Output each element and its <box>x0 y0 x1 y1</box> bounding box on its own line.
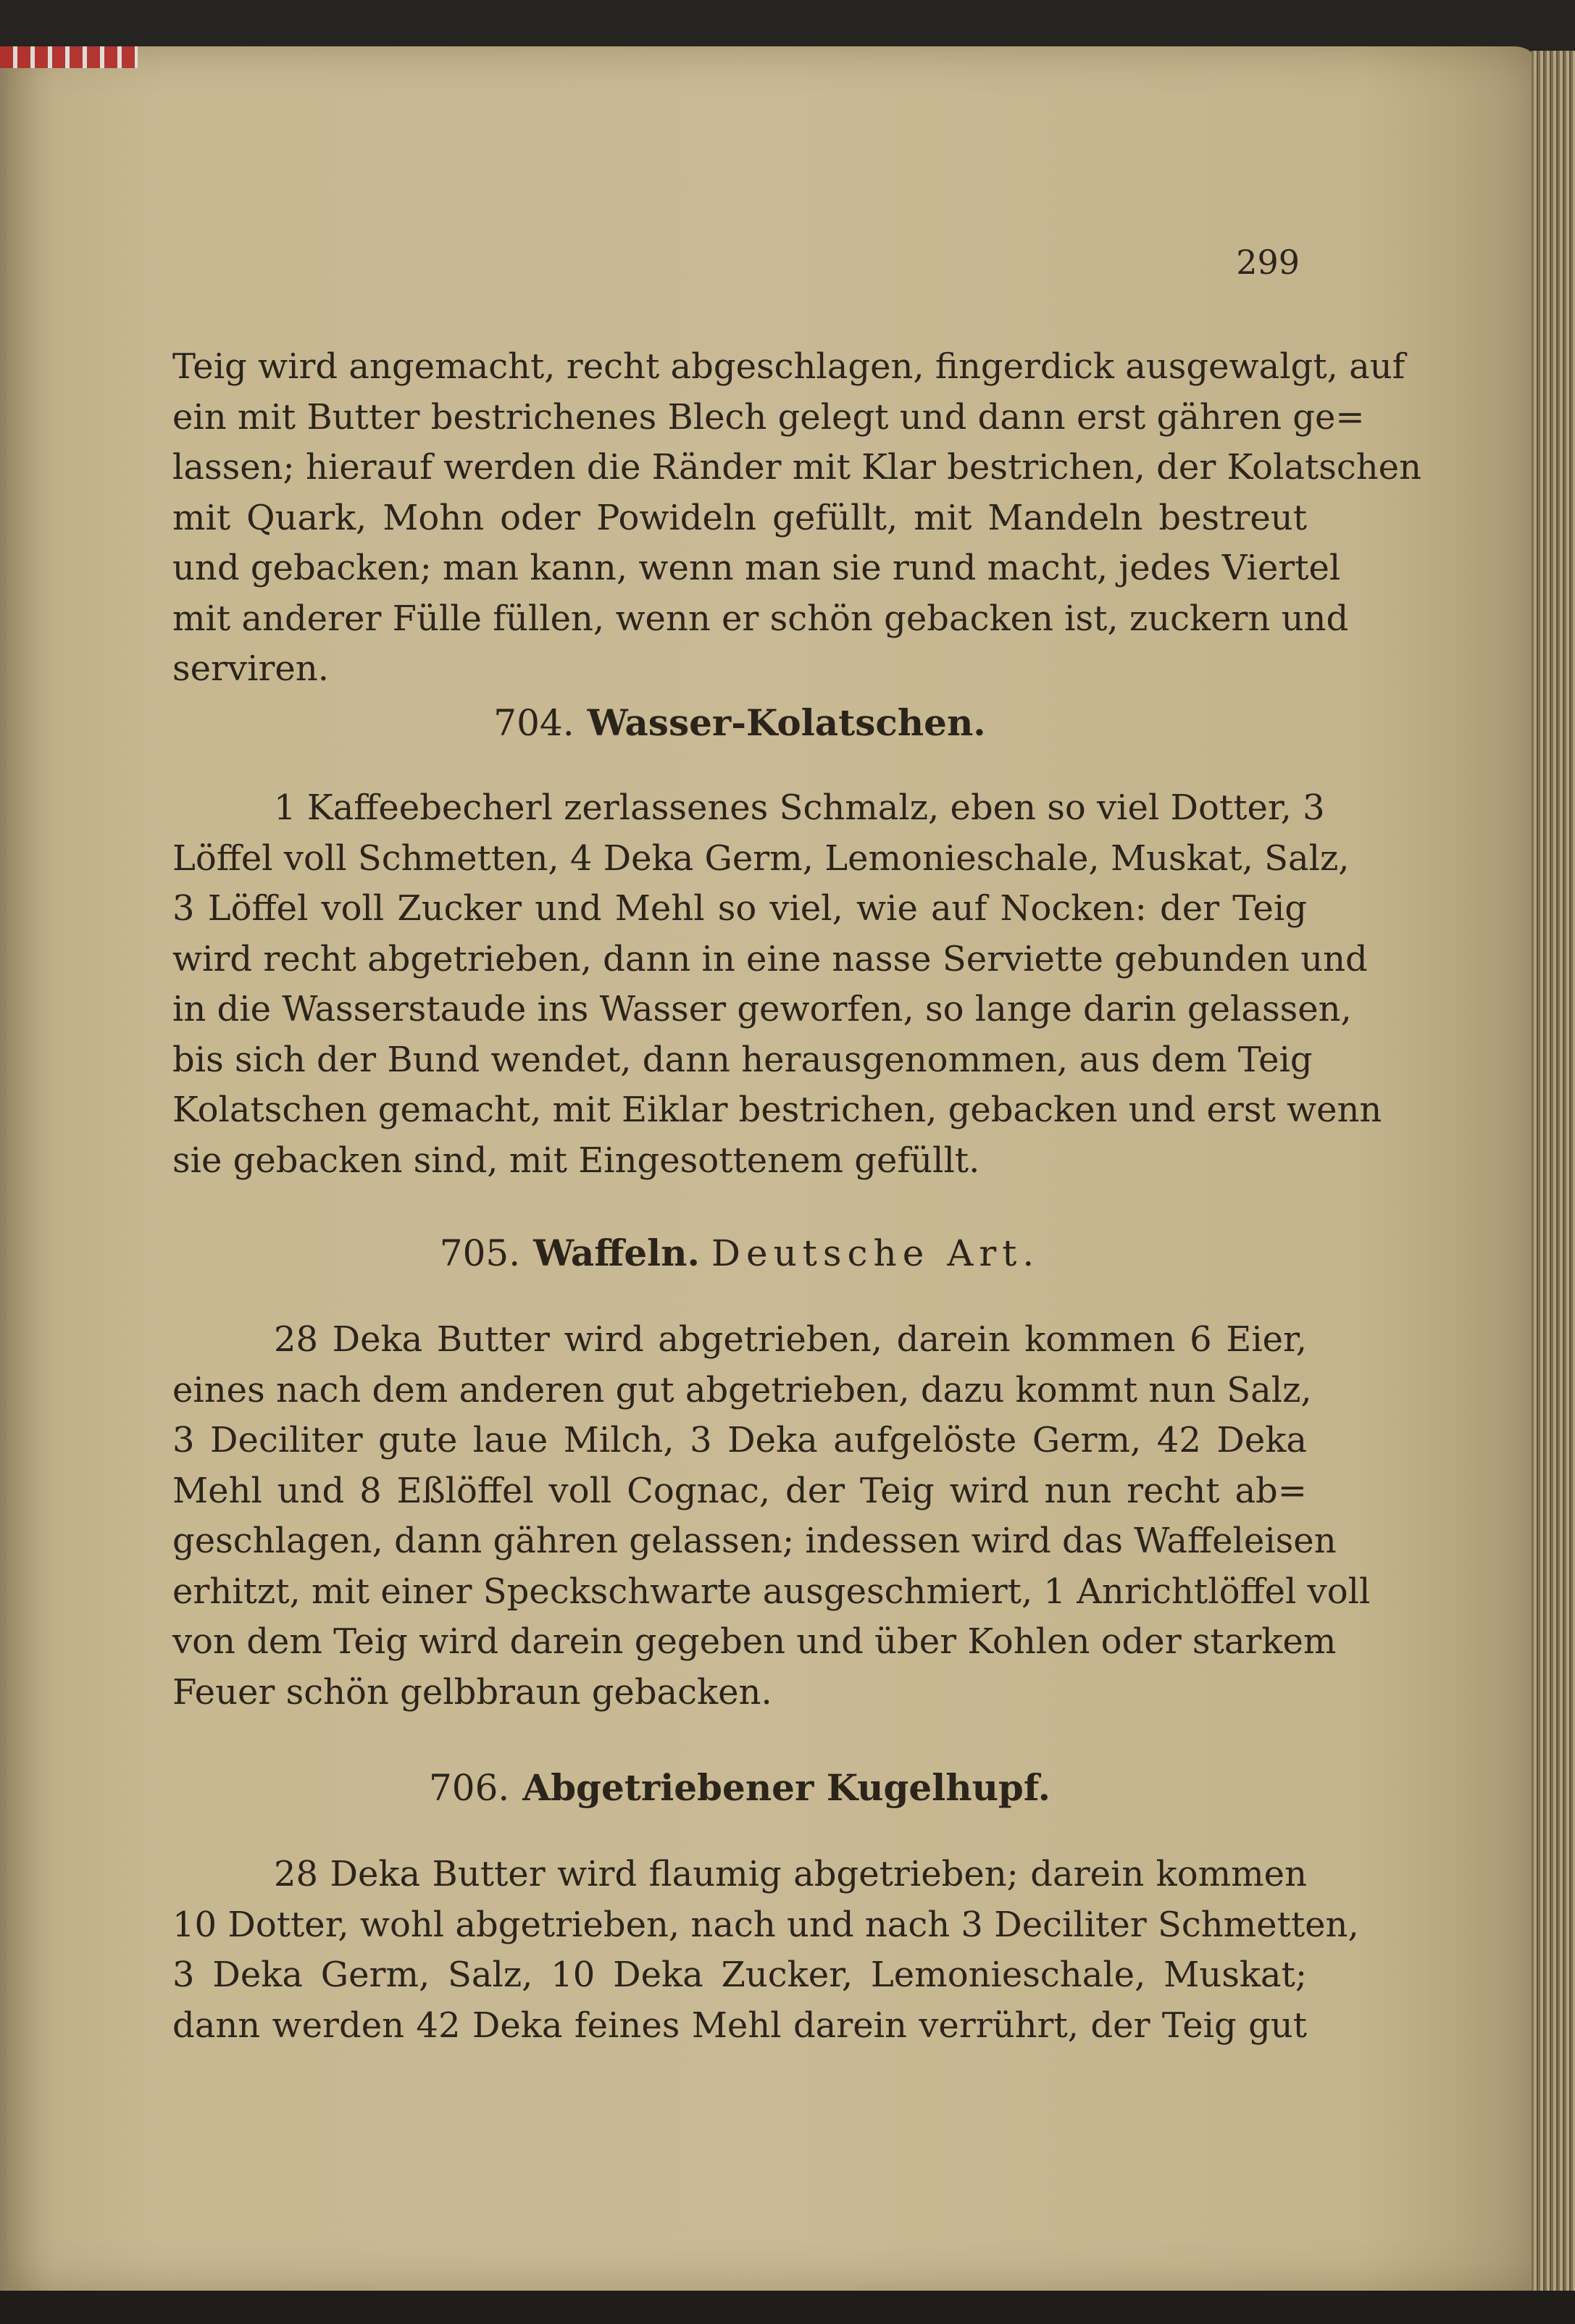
page-number: 299 <box>1236 243 1300 282</box>
text-line: eines nach dem anderen gut abgetrieben, dazu kommt nun Salz, <box>172 1369 1312 1410</box>
paragraph-continuation <box>172 342 1421 695</box>
recipe-number: 705. <box>439 1232 521 1274</box>
recipe-body-705 <box>172 1315 1371 1718</box>
text-line: in die Wasserstaude ins Wasser geworfen, so lange darin gelassen, <box>172 989 1352 1029</box>
recipe-title: Abgetriebener Kugelhupf. <box>522 1766 1051 1809</box>
recipe-title: Wasser-Kolatschen. <box>587 701 986 744</box>
text-line: Feuer schön gelbbraun gebacken. <box>172 1671 772 1713</box>
text-line: Teig wird angemacht, recht abgeschlagen, fingerdick ausgewalgt, auf <box>172 346 1405 387</box>
text-line: mit anderer Fülle füllen, wenn er schön gebacken ist, zuckern und <box>172 598 1349 639</box>
text-line: 3 Deciliter gute laue Milch, 3 Deka aufgelöste Germ, 42 Deka <box>172 1420 1307 1460</box>
text-line: 28 Deka Butter wird abgetrieben, darein kommen 6 Eier, <box>274 1319 1307 1360</box>
text-line: sie gebacken sind, mit Eingesottenem gefüllt. <box>172 1140 980 1181</box>
text-line: 3 Löffel voll Zucker und Mehl so viel, wie auf Nocken: der Teig <box>172 888 1307 929</box>
text-line: bis sich der Bund wendet, dann herausgenommen, aus dem Teig <box>172 1039 1313 1080</box>
text-line: Löffel voll Schmetten, 4 Deka Germ, Lemonieschale, Muskat, Salz, <box>172 837 1350 879</box>
text-line: dann werden 42 Deka feines Mehl darein verrührt, der Teig gut <box>172 2005 1307 2046</box>
text-line: Mehl und 8 Eßlöffel voll Cognac, der Teig wird nun recht ab= <box>172 1470 1307 1511</box>
recipe-heading-704 <box>172 698 1307 749</box>
text-line: erhitzt, mit einer Speckschwarte ausgeschmiert, 1 Anrichtlöffel voll <box>172 1571 1371 1612</box>
text-line: von dem Teig wird darein gegeben und über Kohlen oder starkem <box>172 1621 1337 1662</box>
recipe-title: Waffeln. <box>533 1232 700 1274</box>
bookmark-ribbon <box>0 46 138 68</box>
recipe-body-706 <box>172 1849 1359 2051</box>
recipe-number: 704. <box>493 702 575 744</box>
text-line: lassen; hierauf werden die Ränder mit Klar bestrichen, der Kolatschen <box>172 447 1421 488</box>
scan-bottom-border <box>0 2291 1575 2324</box>
text-line: geschlagen, dann gähren gelassen; indessen wird das Waffeleisen <box>172 1521 1337 1561</box>
page-stack-edges <box>1532 51 1575 2311</box>
text-line: und gebacken; man kann, wenn man sie rund macht, jedes Viertel <box>172 548 1341 588</box>
text-line: ein mit Butter bestrichenes Blech gelegt und dann erst gähren ge= <box>172 396 1365 438</box>
text-line: mit Quark, Mohn oder Powideln gefüllt, mit Mandeln bestreut <box>172 497 1307 538</box>
recipe-heading-706 <box>172 1763 1307 1814</box>
text-line: serviren. <box>172 648 329 689</box>
text-line: wird recht abgetrieben, dann in eine nasse Serviette gebunden und <box>172 938 1368 979</box>
text-line: 10 Dotter, wohl abgetrieben, nach und nach 3 Deciliter Schmetten, <box>172 1904 1359 1945</box>
text-line: Kolatschen gemacht, mit Eiklar bestrichen, gebacken und erst wenn <box>172 1090 1382 1130</box>
text-line: 28 Deka Butter wird flaumig abgetrieben; darein kommen <box>274 1854 1307 1894</box>
recipe-body-704 <box>172 783 1382 1186</box>
recipe-number: 706. <box>428 1767 510 1809</box>
recipe-subtitle: Deutsche Art. <box>711 1232 1040 1274</box>
recipe-heading-705 <box>172 1228 1307 1279</box>
text-line: 3 Deka Germ, Salz, 10 Deka Zucker, Lemonieschale, Muskat; <box>172 1955 1307 1995</box>
text-line: 1 Kaffeebecherl zerlassenes Schmalz, eben so viel Dotter, 3 <box>274 787 1325 828</box>
